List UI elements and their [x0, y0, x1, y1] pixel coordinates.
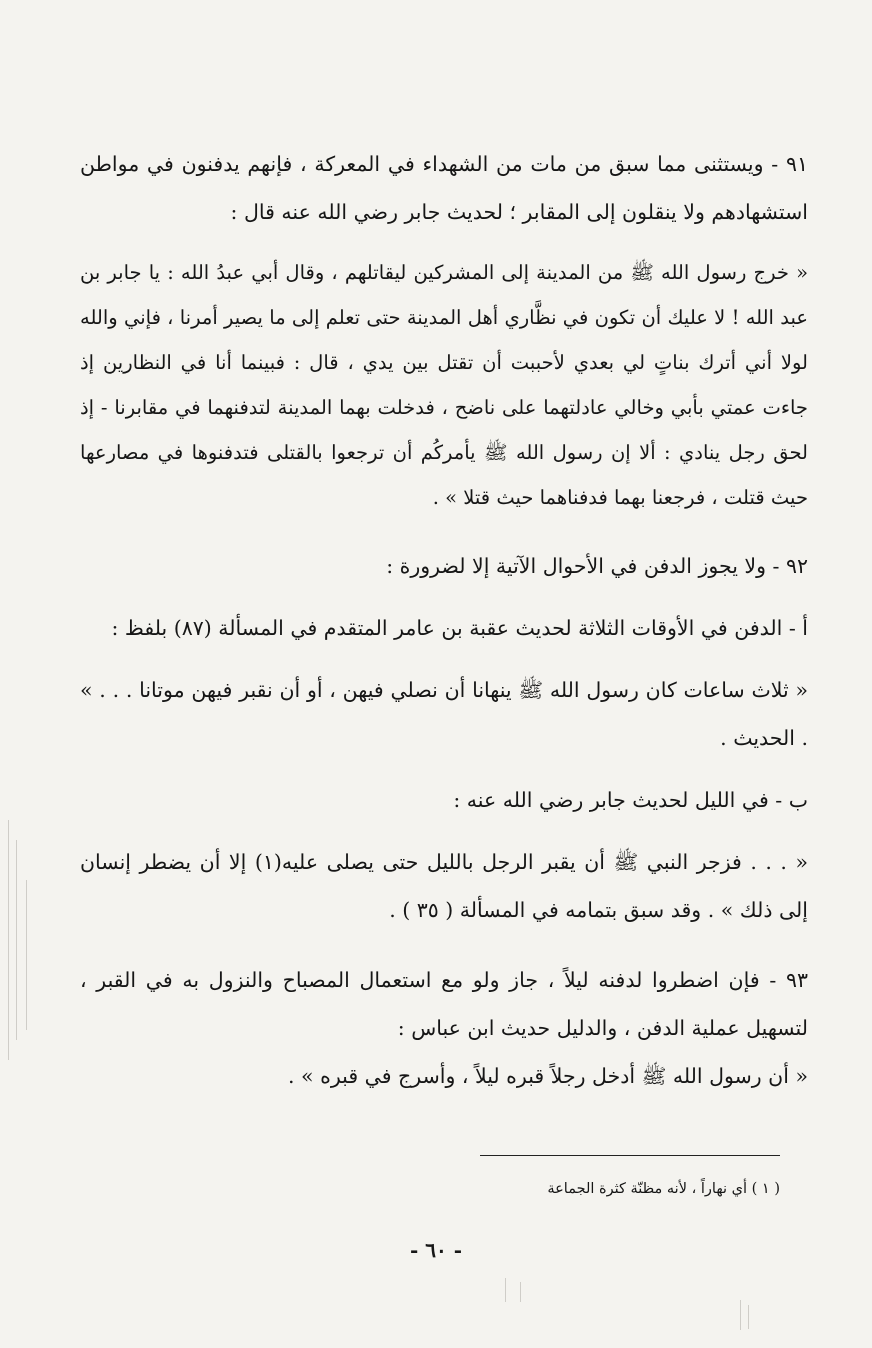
paragraph-92-b: ب - في الليل لحديث جابر رضي الله عنه :: [453, 788, 808, 812]
paragraph-93: ٩٣ - فإن اضطروا لدفنه ليلاً ، جاز ولو مع استعمال المصباح والنزول به في القبر ، لتسهيل عملية الدفن ، والدليل حديث ابن عباس :: [80, 968, 808, 1040]
quote-93-hadith: « أن رسول الله ﷺ أدخل رجلاً قبره ليلاً ، وأسرج في قبره » .: [287, 1064, 808, 1088]
page-body: [80, 140, 808, 1100]
scan-artifact-left-2: [16, 840, 17, 1040]
quote-92-b-hadith: « . . . فزجر النبي ﷺ أن يقبر الرجل بالليل حتى يصلى عليه(١) إلا أن يضطر إنسان إلى ذلك » . وقد سبق بتمامه في المسألة ( ٣٥ ) .: [80, 850, 808, 922]
scan-artifact-bottom-3: [740, 1300, 741, 1330]
page-number: - ٦٠ -: [409, 1238, 462, 1262]
quote-91-hadith: « خرج رسول الله ﷺ من المدينة إلى المشركين ليقاتلهم ، وقال أبي عبدُ الله : يا جابر بن عبد الله ! لا عليك أن تكون في نظَّاري أهل المدينة حتى تعلم إلى ما يصير أمرنا ، فإني والله لولا أني أترك بناتٍ لي بعدي لأحببت أن تقتل بين يدي ، قال : فبينما أنا في النظارين إذ جاءت عمتي بأبي وخالي عادلتهما على ناضح ، فدخلت بهما المدينة لتدفنهما في مقابرنا - إذ لحق رجل ينادي : ألا إن رسول الله ﷺ يأمركُم أن ترجعوا بالقتلى فتدفنوها في مصارعها حيث قتلت ، فرجعنا بهما فدفناهما حيث قتلا » .: [80, 261, 808, 509]
footnote: ( ١ ) أي نهاراً ، لأنه مظنّة كثرة الجماعة: [547, 1181, 780, 1197]
scan-artifact-bottom-4: [748, 1305, 749, 1329]
paragraph-91: ٩١ - ويستثنى مما سبق من مات من الشهداء في المعركة ، فإنهم يدفنون في مواطن استشهادهم ولا ينقلون إلى المقابر ؛ لحديث جابر رضي الله عنه قال :: [80, 152, 808, 224]
scan-artifact-bottom-1: [505, 1278, 506, 1302]
scan-artifact-left-3: [26, 880, 27, 1030]
paragraph-92: ٩٢ - ولا يجوز الدفن في الأحوال الآتية إلا لضرورة :: [386, 554, 808, 578]
quote-92-a-hadith: « ثلاث ساعات كان رسول الله ﷺ ينهانا أن نصلي فيهن ، أو أن نقبر فيهن موتانا . . . » . الحديث .: [80, 678, 808, 750]
paragraph-92-a: أ - الدفن في الأوقات الثلاثة لحديث عقبة بن عامر المتقدم في المسألة (٨٧) بلفظ :: [111, 616, 808, 640]
scan-artifact-left-1: [8, 820, 9, 1060]
footnote-divider: [480, 1155, 780, 1156]
scan-artifact-bottom-2: [520, 1282, 521, 1302]
